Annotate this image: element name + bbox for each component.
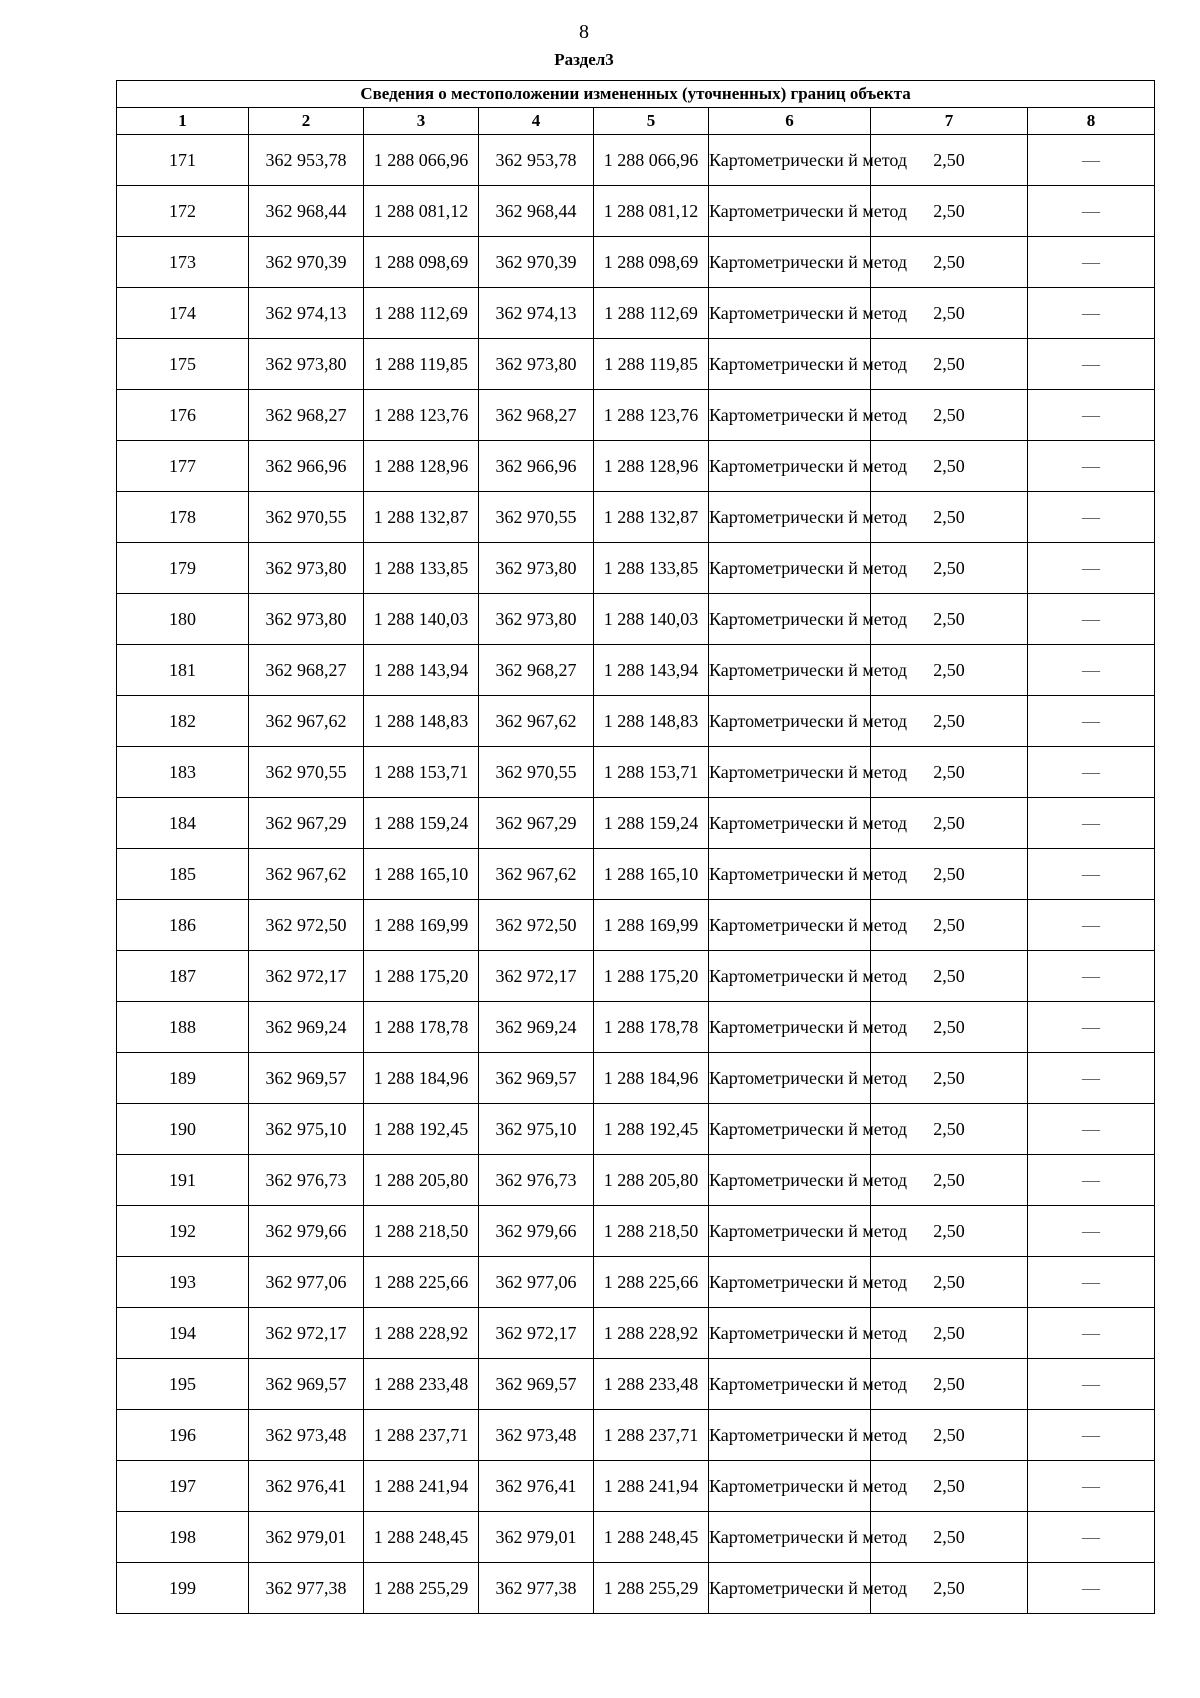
column-number: 4 (479, 108, 594, 135)
existing-x-cell: 362 967,62 (249, 849, 364, 900)
refined-y-cell: 1 288 112,69 (594, 288, 709, 339)
method-cell: Картометрически й метод (709, 1461, 871, 1512)
existing-y-cell: 1 288 205,80 (364, 1155, 479, 1206)
point-number-cell: 179 (117, 543, 249, 594)
column-number: 7 (871, 108, 1028, 135)
existing-y-cell: 1 288 143,94 (364, 645, 479, 696)
existing-y-cell: 1 288 159,24 (364, 798, 479, 849)
method-cell: Картометрически й метод (709, 849, 871, 900)
refined-x-cell: 362 969,57 (479, 1053, 594, 1104)
precision-cell: 2,50 (871, 1563, 1028, 1614)
method-cell: Картометрически й метод (709, 1563, 871, 1614)
table-row (117, 1002, 1155, 1053)
table-row (117, 849, 1155, 900)
existing-x-cell: 362 969,57 (249, 1053, 364, 1104)
refined-x-cell: 362 970,55 (479, 747, 594, 798)
refined-y-cell: 1 288 169,99 (594, 900, 709, 951)
precision-cell: 2,50 (871, 645, 1028, 696)
section-title: Раздел3 (554, 50, 614, 69)
point-number-cell: 182 (117, 696, 249, 747)
refined-y-cell: 1 288 153,71 (594, 747, 709, 798)
point-number-cell: 199 (117, 1563, 249, 1614)
refined-y-cell: 1 288 098,69 (594, 237, 709, 288)
precision-cell: 2,50 (871, 288, 1028, 339)
empty-mark-cell: — (1028, 390, 1155, 441)
empty-mark-cell: — (1028, 237, 1155, 288)
refined-x-cell: 362 970,39 (479, 237, 594, 288)
refined-x-cell: 362 966,96 (479, 441, 594, 492)
refined-x-cell: 362 970,55 (479, 492, 594, 543)
refined-x-cell: 362 972,17 (479, 1308, 594, 1359)
existing-x-cell: 362 972,17 (249, 1308, 364, 1359)
method-cell: Картометрически й метод (709, 135, 871, 186)
table-row (117, 1359, 1155, 1410)
refined-y-cell: 1 288 192,45 (594, 1104, 709, 1155)
refined-y-cell: 1 288 218,50 (594, 1206, 709, 1257)
precision-cell: 2,50 (871, 1410, 1028, 1461)
table-row (117, 1563, 1155, 1614)
method-cell: Картометрически й метод (709, 1359, 871, 1410)
column-number: 3 (364, 108, 479, 135)
existing-y-cell: 1 288 233,48 (364, 1359, 479, 1410)
table-row (117, 288, 1155, 339)
refined-x-cell: 362 977,06 (479, 1257, 594, 1308)
empty-mark-cell: — (1028, 1410, 1155, 1461)
refined-y-cell: 1 288 140,03 (594, 594, 709, 645)
method-cell: Картометрически й метод (709, 288, 871, 339)
refined-x-cell: 362 973,48 (479, 1410, 594, 1461)
existing-y-cell: 1 288 241,94 (364, 1461, 479, 1512)
existing-y-cell: 1 288 192,45 (364, 1104, 479, 1155)
table-row (117, 900, 1155, 951)
method-cell: Картометрически й метод (709, 1104, 871, 1155)
method-cell: Картометрически й метод (709, 900, 871, 951)
precision-cell: 2,50 (871, 594, 1028, 645)
refined-y-cell: 1 288 228,92 (594, 1308, 709, 1359)
precision-cell: 2,50 (871, 1002, 1028, 1053)
point-number-cell: 190 (117, 1104, 249, 1155)
existing-y-cell: 1 288 132,87 (364, 492, 479, 543)
existing-y-cell: 1 288 248,45 (364, 1512, 479, 1563)
empty-mark-cell: — (1028, 1104, 1155, 1155)
refined-x-cell: 362 967,29 (479, 798, 594, 849)
table-caption: Сведения о местоположении измененных (уточненных) границ объекта (117, 81, 1155, 108)
existing-y-cell: 1 288 128,96 (364, 441, 479, 492)
refined-y-cell: 1 288 233,48 (594, 1359, 709, 1410)
method-cell: Картометрически й метод (709, 747, 871, 798)
existing-y-cell: 1 288 112,69 (364, 288, 479, 339)
refined-y-cell: 1 288 133,85 (594, 543, 709, 594)
existing-y-cell: 1 288 218,50 (364, 1206, 479, 1257)
table-body (117, 135, 1155, 1614)
precision-cell: 2,50 (871, 339, 1028, 390)
existing-x-cell: 362 976,41 (249, 1461, 364, 1512)
empty-mark-cell: — (1028, 135, 1155, 186)
refined-y-cell: 1 288 175,20 (594, 951, 709, 1002)
refined-x-cell: 362 973,80 (479, 594, 594, 645)
point-number-cell: 184 (117, 798, 249, 849)
method-cell: Картометрически й метод (709, 696, 871, 747)
method-cell: Картометрически й метод (709, 1002, 871, 1053)
refined-y-cell: 1 288 241,94 (594, 1461, 709, 1512)
existing-y-cell: 1 288 228,92 (364, 1308, 479, 1359)
table-row (117, 339, 1155, 390)
method-cell: Картометрически й метод (709, 441, 871, 492)
empty-mark-cell: — (1028, 288, 1155, 339)
empty-mark-cell: — (1028, 1206, 1155, 1257)
table-row (117, 747, 1155, 798)
column-number: 1 (117, 108, 249, 135)
existing-x-cell: 362 970,55 (249, 492, 364, 543)
table-caption-row (117, 81, 1155, 108)
empty-mark-cell: — (1028, 1308, 1155, 1359)
empty-mark-cell: — (1028, 543, 1155, 594)
existing-y-cell: 1 288 255,29 (364, 1563, 479, 1614)
existing-x-cell: 362 970,55 (249, 747, 364, 798)
refined-x-cell: 362 968,44 (479, 186, 594, 237)
existing-y-cell: 1 288 225,66 (364, 1257, 479, 1308)
refined-y-cell: 1 288 132,87 (594, 492, 709, 543)
existing-x-cell: 362 968,44 (249, 186, 364, 237)
point-number-cell: 175 (117, 339, 249, 390)
point-number-cell: 195 (117, 1359, 249, 1410)
refined-y-cell: 1 288 178,78 (594, 1002, 709, 1053)
column-number: 8 (1028, 108, 1155, 135)
method-cell: Картометрически й метод (709, 1410, 871, 1461)
existing-x-cell: 362 979,01 (249, 1512, 364, 1563)
refined-y-cell: 1 288 119,85 (594, 339, 709, 390)
existing-y-cell: 1 288 153,71 (364, 747, 479, 798)
refined-y-cell: 1 288 143,94 (594, 645, 709, 696)
existing-x-cell: 362 975,10 (249, 1104, 364, 1155)
existing-x-cell: 362 966,96 (249, 441, 364, 492)
point-number-cell: 188 (117, 1002, 249, 1053)
refined-y-cell: 1 288 165,10 (594, 849, 709, 900)
existing-x-cell: 362 969,24 (249, 1002, 364, 1053)
refined-x-cell: 362 974,13 (479, 288, 594, 339)
method-cell: Картометрически й метод (709, 339, 871, 390)
table-row (117, 1053, 1155, 1104)
existing-x-cell: 362 953,78 (249, 135, 364, 186)
refined-x-cell: 362 969,57 (479, 1359, 594, 1410)
table-row (117, 390, 1155, 441)
existing-x-cell: 362 977,38 (249, 1563, 364, 1614)
refined-y-cell: 1 288 081,12 (594, 186, 709, 237)
precision-cell: 2,50 (871, 849, 1028, 900)
table-row (117, 1257, 1155, 1308)
existing-y-cell: 1 288 123,76 (364, 390, 479, 441)
existing-y-cell: 1 288 081,12 (364, 186, 479, 237)
empty-mark-cell: — (1028, 1461, 1155, 1512)
precision-cell: 2,50 (871, 747, 1028, 798)
point-number-cell: 197 (117, 1461, 249, 1512)
refined-x-cell: 362 953,78 (479, 135, 594, 186)
existing-y-cell: 1 288 175,20 (364, 951, 479, 1002)
existing-x-cell: 362 973,48 (249, 1410, 364, 1461)
empty-mark-cell: — (1028, 900, 1155, 951)
table-row (117, 135, 1155, 186)
method-cell: Картометрически й метод (709, 1512, 871, 1563)
refined-x-cell: 362 976,73 (479, 1155, 594, 1206)
precision-cell: 2,50 (871, 135, 1028, 186)
precision-cell: 2,50 (871, 951, 1028, 1002)
precision-cell: 2,50 (871, 1155, 1028, 1206)
precision-cell: 2,50 (871, 1359, 1028, 1410)
empty-mark-cell: — (1028, 1257, 1155, 1308)
table-row (117, 1155, 1155, 1206)
precision-cell: 2,50 (871, 1104, 1028, 1155)
precision-cell: 2,50 (871, 1512, 1028, 1563)
point-number-cell: 186 (117, 900, 249, 951)
point-number-cell: 172 (117, 186, 249, 237)
existing-y-cell: 1 288 098,69 (364, 237, 479, 288)
point-number-cell: 176 (117, 390, 249, 441)
existing-x-cell: 362 973,80 (249, 339, 364, 390)
empty-mark-cell: — (1028, 798, 1155, 849)
refined-y-cell: 1 288 248,45 (594, 1512, 709, 1563)
method-cell: Картометрически й метод (709, 798, 871, 849)
empty-mark-cell: — (1028, 492, 1155, 543)
table-row (117, 1308, 1155, 1359)
refined-y-cell: 1 288 205,80 (594, 1155, 709, 1206)
table-row (117, 1104, 1155, 1155)
existing-y-cell: 1 288 119,85 (364, 339, 479, 390)
refined-y-cell: 1 288 128,96 (594, 441, 709, 492)
refined-x-cell: 362 975,10 (479, 1104, 594, 1155)
page-number: 8 (579, 21, 589, 43)
point-number-cell: 180 (117, 594, 249, 645)
precision-cell: 2,50 (871, 492, 1028, 543)
refined-x-cell: 362 968,27 (479, 645, 594, 696)
precision-cell: 2,50 (871, 1053, 1028, 1104)
empty-mark-cell: — (1028, 645, 1155, 696)
table-row (117, 543, 1155, 594)
empty-mark-cell: — (1028, 696, 1155, 747)
precision-cell: 2,50 (871, 543, 1028, 594)
column-number: 2 (249, 108, 364, 135)
refined-y-cell: 1 288 123,76 (594, 390, 709, 441)
point-number-cell: 177 (117, 441, 249, 492)
point-number-cell: 173 (117, 237, 249, 288)
empty-mark-cell: — (1028, 186, 1155, 237)
existing-x-cell: 362 973,80 (249, 543, 364, 594)
point-number-cell: 196 (117, 1410, 249, 1461)
refined-y-cell: 1 288 225,66 (594, 1257, 709, 1308)
existing-x-cell: 362 968,27 (249, 645, 364, 696)
refined-x-cell: 362 977,38 (479, 1563, 594, 1614)
precision-cell: 2,50 (871, 1308, 1028, 1359)
existing-x-cell: 362 968,27 (249, 390, 364, 441)
point-number-cell: 198 (117, 1512, 249, 1563)
table-row (117, 237, 1155, 288)
table-row (117, 1512, 1155, 1563)
existing-x-cell: 362 972,50 (249, 900, 364, 951)
refined-x-cell: 362 979,66 (479, 1206, 594, 1257)
point-number-cell: 189 (117, 1053, 249, 1104)
point-number-cell: 183 (117, 747, 249, 798)
table-row (117, 441, 1155, 492)
method-cell: Картометрически й метод (709, 390, 871, 441)
existing-y-cell: 1 288 184,96 (364, 1053, 479, 1104)
table-row (117, 492, 1155, 543)
column-number: 5 (594, 108, 709, 135)
method-cell: Картометрически й метод (709, 543, 871, 594)
precision-cell: 2,50 (871, 696, 1028, 747)
empty-mark-cell: — (1028, 1155, 1155, 1206)
table-row (117, 594, 1155, 645)
table-row (117, 186, 1155, 237)
precision-cell: 2,50 (871, 186, 1028, 237)
table-row (117, 1410, 1155, 1461)
point-number-cell: 191 (117, 1155, 249, 1206)
point-number-cell: 171 (117, 135, 249, 186)
existing-y-cell: 1 288 178,78 (364, 1002, 479, 1053)
empty-mark-cell: — (1028, 1053, 1155, 1104)
empty-mark-cell: — (1028, 339, 1155, 390)
existing-y-cell: 1 288 148,83 (364, 696, 479, 747)
existing-x-cell: 362 967,29 (249, 798, 364, 849)
existing-y-cell: 1 288 237,71 (364, 1410, 479, 1461)
existing-x-cell: 362 973,80 (249, 594, 364, 645)
method-cell: Картометрически й метод (709, 645, 871, 696)
point-number-cell: 192 (117, 1206, 249, 1257)
refined-x-cell: 362 979,01 (479, 1512, 594, 1563)
refined-x-cell: 362 976,41 (479, 1461, 594, 1512)
column-number-row (117, 108, 1155, 135)
refined-y-cell: 1 288 237,71 (594, 1410, 709, 1461)
empty-mark-cell: — (1028, 747, 1155, 798)
table-row (117, 798, 1155, 849)
refined-y-cell: 1 288 159,24 (594, 798, 709, 849)
point-number-cell: 174 (117, 288, 249, 339)
empty-mark-cell: — (1028, 441, 1155, 492)
existing-y-cell: 1 288 165,10 (364, 849, 479, 900)
existing-x-cell: 362 979,66 (249, 1206, 364, 1257)
method-cell: Картометрически й метод (709, 1257, 871, 1308)
existing-x-cell: 362 977,06 (249, 1257, 364, 1308)
empty-mark-cell: — (1028, 594, 1155, 645)
method-cell: Картометрически й метод (709, 1155, 871, 1206)
existing-x-cell: 362 972,17 (249, 951, 364, 1002)
point-number-cell: 193 (117, 1257, 249, 1308)
empty-mark-cell: — (1028, 1002, 1155, 1053)
precision-cell: 2,50 (871, 441, 1028, 492)
refined-x-cell: 362 972,17 (479, 951, 594, 1002)
refined-x-cell: 362 973,80 (479, 339, 594, 390)
existing-x-cell: 362 969,57 (249, 1359, 364, 1410)
boundary-coordinates-table (116, 80, 1155, 1614)
existing-x-cell: 362 967,62 (249, 696, 364, 747)
existing-y-cell: 1 288 133,85 (364, 543, 479, 594)
method-cell: Картометрически й метод (709, 186, 871, 237)
method-cell: Картометрически й метод (709, 951, 871, 1002)
point-number-cell: 187 (117, 951, 249, 1002)
refined-y-cell: 1 288 148,83 (594, 696, 709, 747)
empty-mark-cell: — (1028, 849, 1155, 900)
refined-x-cell: 362 969,24 (479, 1002, 594, 1053)
existing-x-cell: 362 974,13 (249, 288, 364, 339)
column-number: 6 (709, 108, 871, 135)
method-cell: Картометрически й метод (709, 1308, 871, 1359)
empty-mark-cell: — (1028, 951, 1155, 1002)
existing-y-cell: 1 288 066,96 (364, 135, 479, 186)
refined-x-cell: 362 973,80 (479, 543, 594, 594)
refined-x-cell: 362 968,27 (479, 390, 594, 441)
precision-cell: 2,50 (871, 798, 1028, 849)
existing-y-cell: 1 288 169,99 (364, 900, 479, 951)
table-row (117, 951, 1155, 1002)
existing-y-cell: 1 288 140,03 (364, 594, 479, 645)
table-row (117, 645, 1155, 696)
refined-x-cell: 362 967,62 (479, 849, 594, 900)
refined-y-cell: 1 288 184,96 (594, 1053, 709, 1104)
refined-x-cell: 362 967,62 (479, 696, 594, 747)
method-cell: Картометрически й метод (709, 492, 871, 543)
table-row (117, 1206, 1155, 1257)
existing-x-cell: 362 976,73 (249, 1155, 364, 1206)
refined-x-cell: 362 972,50 (479, 900, 594, 951)
empty-mark-cell: — (1028, 1512, 1155, 1563)
table-row (117, 696, 1155, 747)
method-cell: Картометрически й метод (709, 237, 871, 288)
precision-cell: 2,50 (871, 1206, 1028, 1257)
precision-cell: 2,50 (871, 1461, 1028, 1512)
point-number-cell: 185 (117, 849, 249, 900)
precision-cell: 2,50 (871, 900, 1028, 951)
precision-cell: 2,50 (871, 237, 1028, 288)
method-cell: Картометрически й метод (709, 1053, 871, 1104)
precision-cell: 2,50 (871, 1257, 1028, 1308)
empty-mark-cell: — (1028, 1563, 1155, 1614)
refined-y-cell: 1 288 255,29 (594, 1563, 709, 1614)
precision-cell: 2,50 (871, 390, 1028, 441)
empty-mark-cell: — (1028, 1359, 1155, 1410)
method-cell: Картометрически й метод (709, 594, 871, 645)
refined-y-cell: 1 288 066,96 (594, 135, 709, 186)
method-cell: Картометрически й метод (709, 1206, 871, 1257)
existing-x-cell: 362 970,39 (249, 237, 364, 288)
table-row (117, 1461, 1155, 1512)
point-number-cell: 181 (117, 645, 249, 696)
point-number-cell: 194 (117, 1308, 249, 1359)
point-number-cell: 178 (117, 492, 249, 543)
